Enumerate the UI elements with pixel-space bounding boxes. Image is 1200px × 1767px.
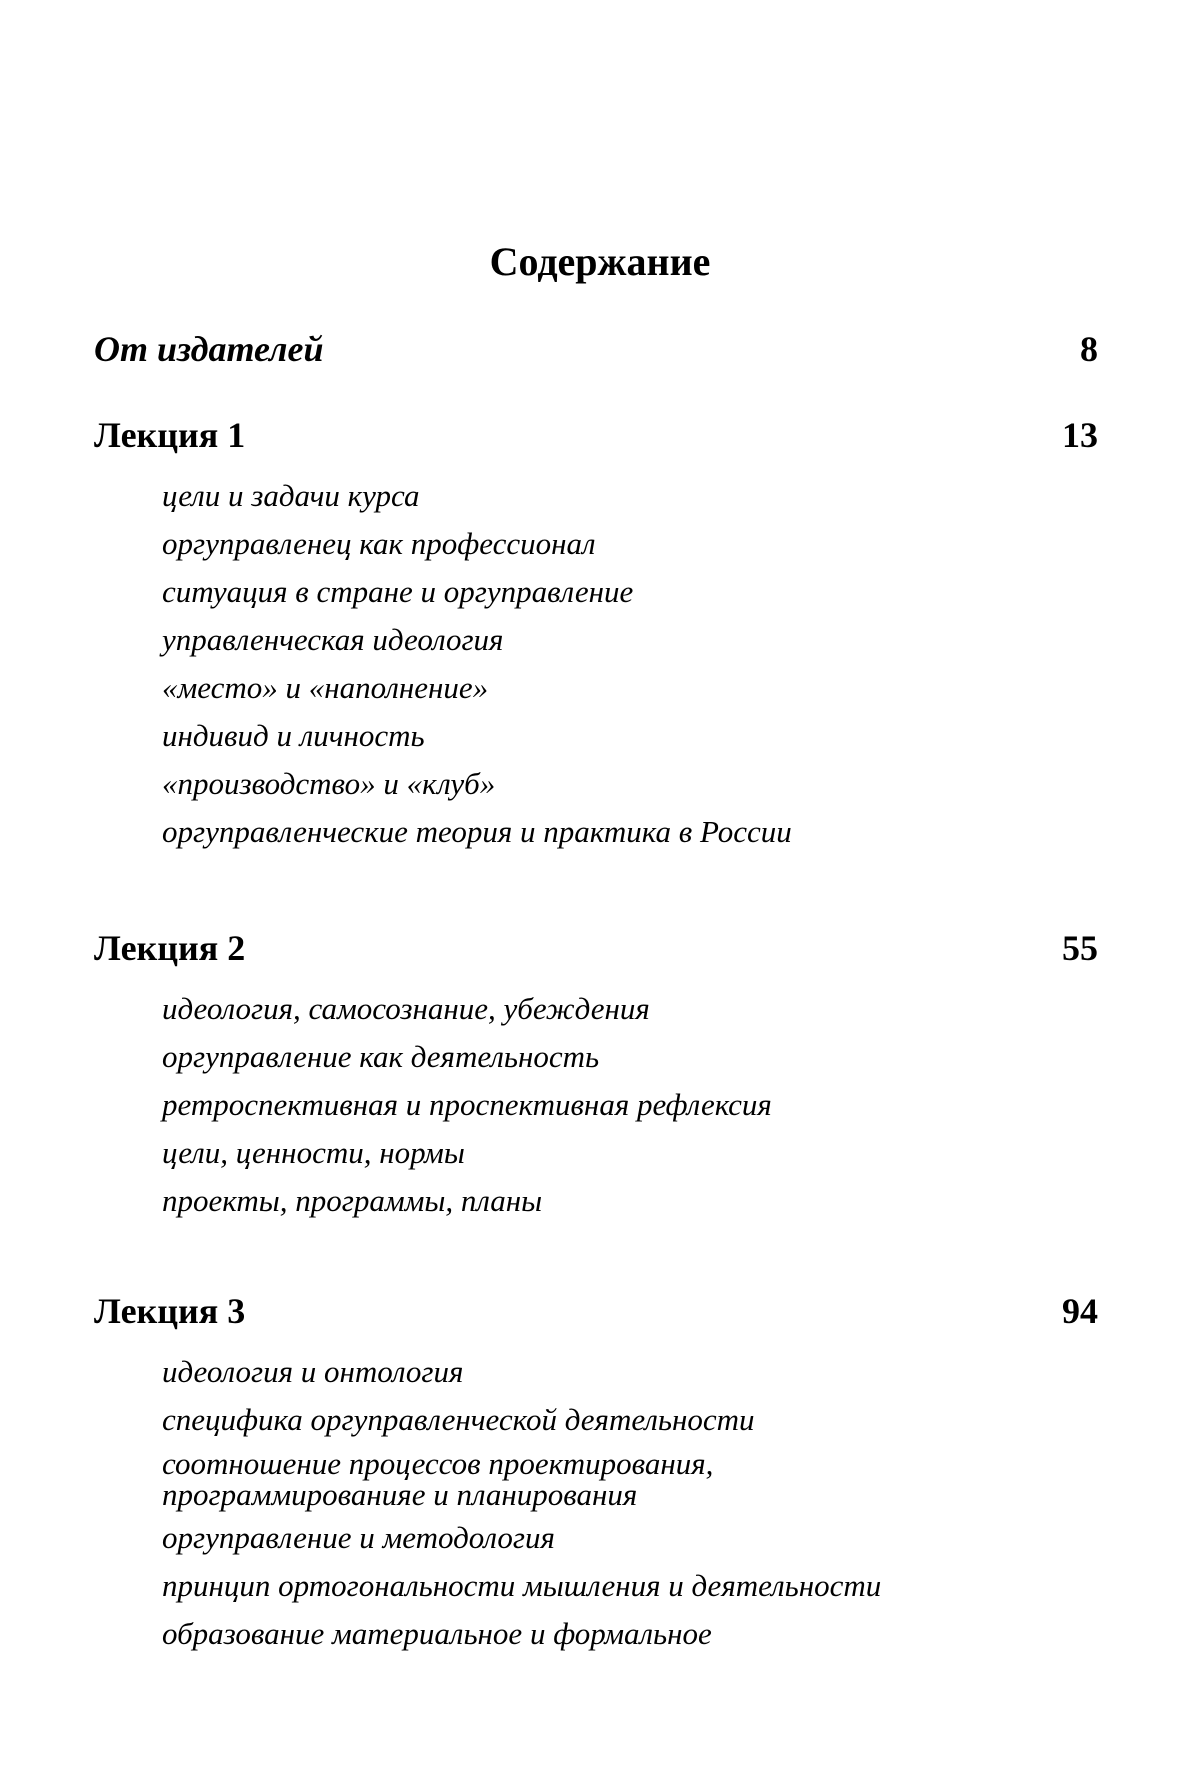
toc-entry-title: Лекция 1 <box>94 415 246 455</box>
topic-item: «место» и «наполнение» <box>162 670 489 705</box>
toc-page-number: 8 <box>1080 329 1098 369</box>
toc-entry-title: От издателей <box>94 329 324 369</box>
topic-item: оргуправленческие теория и практика в России <box>162 814 792 849</box>
topic-item: «производство» и «клуб» <box>162 766 496 801</box>
toc-entry-lecture-2[interactable] <box>94 925 1098 1225</box>
topic-item: идеология и онтология <box>162 1354 464 1389</box>
toc-entry-head <box>94 925 1098 971</box>
toc-entry-title: Лекция 2 <box>94 928 246 968</box>
topic-item: оргуправленец как профессионал <box>162 526 596 561</box>
topic-item: образование материальное и формальное <box>162 1616 712 1651</box>
topic-item: ретроспективная и проспективная рефлексия <box>162 1087 772 1122</box>
topic-line: соотношение процессов проектирования, <box>162 1446 714 1481</box>
topic-item: специфика оргуправленческой деятельности <box>162 1402 755 1437</box>
topic-item: цели, ценности, нормы <box>162 1135 465 1170</box>
topic-list <box>94 472 1098 856</box>
toc-page-number: 55 <box>1062 928 1098 968</box>
topic-list <box>94 985 1098 1225</box>
toc-entry-head <box>94 412 1098 458</box>
toc-page-number: 94 <box>1062 1291 1098 1331</box>
toc-entry-head <box>94 1288 1098 1334</box>
toc-entry-publishers[interactable] <box>94 326 1098 372</box>
toc-entry-head <box>94 326 1098 372</box>
topic-item: оргуправление и методология <box>162 1520 555 1555</box>
topic-item-multiline <box>162 1444 1098 1514</box>
toc-entry-lecture-3[interactable] <box>94 1288 1098 1658</box>
page-title: Содержание <box>489 239 711 284</box>
topic-item: идеология, самосознание, убеждения <box>162 991 650 1026</box>
topic-item: оргуправление как деятельность <box>162 1039 600 1074</box>
topic-item: цели и задачи курса <box>162 478 420 513</box>
topic-line: программированияе и планирования <box>162 1477 638 1512</box>
topic-item: управленческая идеология <box>162 622 504 657</box>
topic-list <box>94 1348 1098 1658</box>
toc-entry-lecture-1[interactable] <box>94 412 1098 856</box>
topic-item: ситуация в стране и оргуправление <box>162 574 634 609</box>
topic-item: принцип ортогональности мышления и деятельности <box>162 1568 882 1603</box>
toc-page-number: 13 <box>1062 415 1098 455</box>
topic-item: проекты, программы, планы <box>162 1183 543 1218</box>
toc-entry-title: Лекция 3 <box>94 1291 246 1331</box>
topic-item: индивид и личность <box>162 718 425 753</box>
